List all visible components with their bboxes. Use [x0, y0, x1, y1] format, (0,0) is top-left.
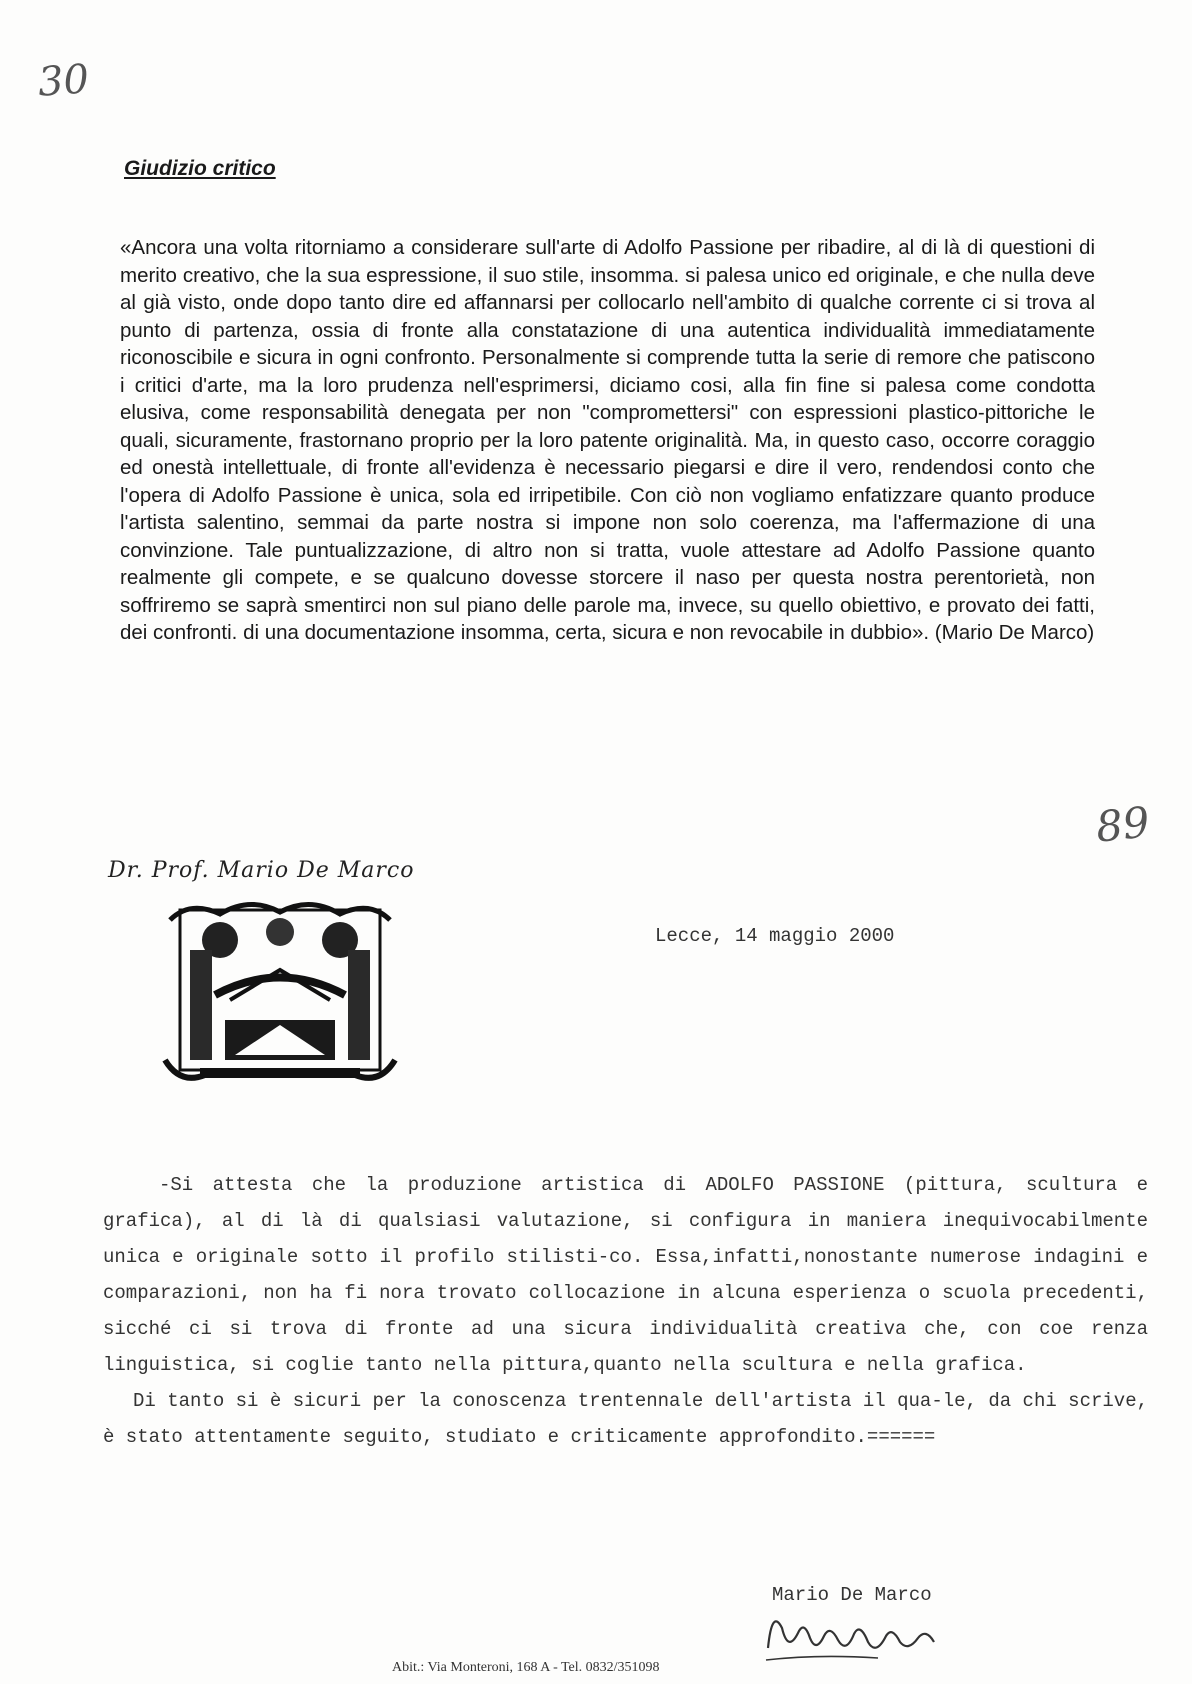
page-number-annotation-side: 89	[1093, 797, 1152, 852]
footer-address: Abit.: Via Monteroni, 168 A - Tel. 0832/351098	[392, 1660, 660, 1675]
critique-paragraph: «Ancora una volta ritorniamo a considerare sull'arte di Adolfo Passione per ribadire, al di là di questioni di merito creativo, che la sua espressione, il suo stile, insomma. si palesa unico ed originale, e che nulla deve al già visto, onde dopo tanto dire ed affannarsi per collocarlo nell'ambito di qualche corrente ci si trova al punto di partenza, ossia di fronte alla constatazione di una autentica individualità immediatamente riconoscibile e sicura in ogni confronto. Personalmente si comprende tutta la serie di remore che patiscono i critici d'arte, ma la loro prudenza nell'esprimersi, diciamo cosi, alla fin fine si palesa come condotta elusiva, come responsabilità denegata per non "compromettersi" con espressioni plastico-pittoriche le quali, sicuramente, frastornano proprio per la loro patente originalità. Ma, in questo caso, occorre coraggio ed onestà intellettuale, di fronte all'evidenza è necessario piegarsi e dire il vero, rendendosi conto che l'opera di Adolfo Passione è unica, sola ed irripetibile. Con ciò non vogliamo enfatizzare quanto produce l'artista salentino, semmai da parte nostra si impone non solo coerenza, ma l'affermazione di una convinzione. Tale puntualizzazione, di altro non si tratta, vuole attestare ad Adolfo Passione quanto realmente gli compete, e se qualcuno dovesse storcere il naso per questa nostra perentorietà, non soffriremo se saprà smentirci non sul piano delle parole ma, invece, su quello obiettivo, e provato dei fatti, dei confronti. di una documentazione insomma, certa, sicura e non revocabile in dubbio». (Mario De Marco)	[120, 236, 1095, 644]
signer-name: Mario De Marco	[772, 1584, 932, 1606]
letterhead-name: Dr. Prof. Mario De Marco	[108, 858, 415, 883]
page-number-annotation-top: 30	[36, 56, 91, 106]
heraldic-emblem-icon	[160, 900, 400, 1088]
handwritten-signature-icon	[758, 1598, 958, 1668]
section-heading: Giudizio critico	[124, 157, 276, 180]
attestation-text	[103, 1167, 1148, 1455]
attestation-paragraph-1: -Si attesta che la produzione artistica di ADOLFO PASSIONE (pittura, scultura e grafica), al di là di qualsiasi valutazione, si configura in maniera inequivocabilmente unica e originale sotto il profilo stilisti-co. Essa,infatti,nonostante numerose indagini e comparazioni, non ha fi nora trovato collocazione in alcuna esperienza o scuola precedenti, sicché ci si trova di fronte ad una sicura individualità creativa che, con coe renza linguistica, si coglie tanto nella pittura,quanto nella scultura e nella grafica.	[103, 1174, 1148, 1376]
attestation-paragraph-2: Di tanto si è sicuri per la conoscenza trentennale dell'artista il qua-le, da chi scrive, è stato attentamente seguito, studiato e criticamente approfondito.======	[103, 1390, 1148, 1448]
place-date: Lecce, 14 maggio 2000	[655, 925, 895, 947]
